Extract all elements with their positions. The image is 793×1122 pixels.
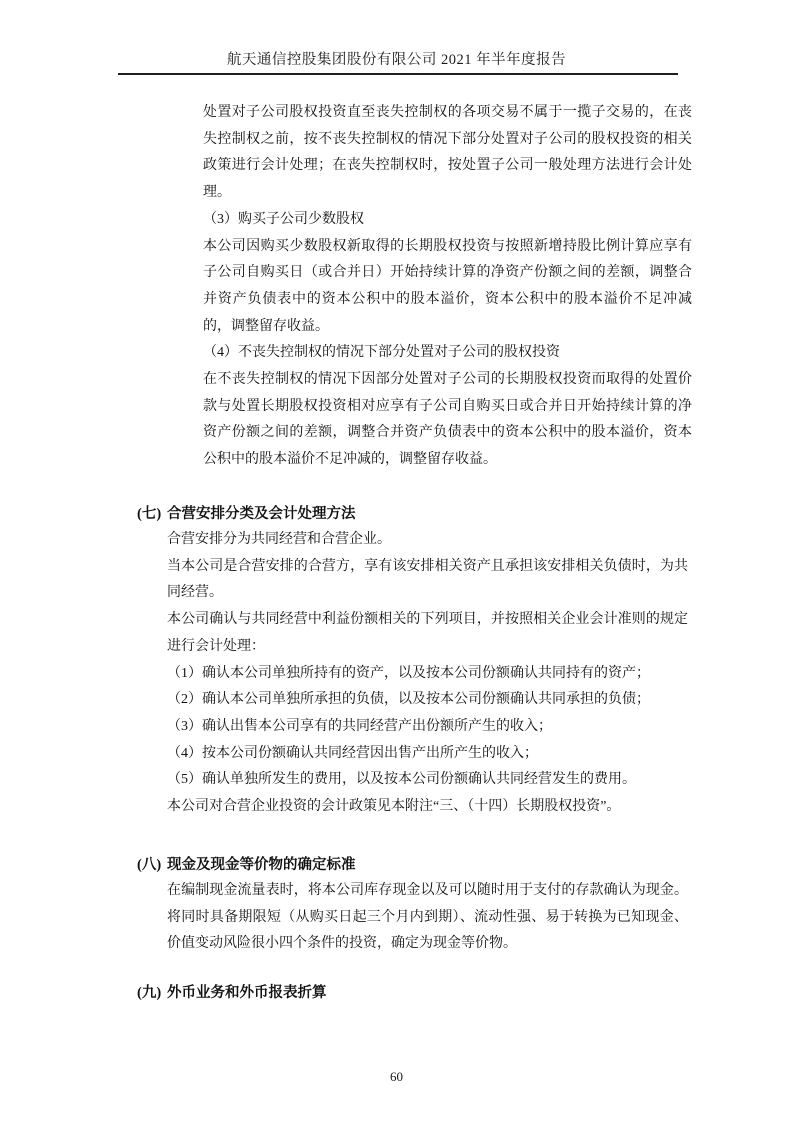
body-paragraph: 合营安排分为共同经营和合营企业。 xyxy=(167,532,391,547)
body-paragraph: 本公司因购买少数股权新取得的长期股权投资与按照新增持股比例计算应享有子公司自购买日（或合并日）开始持续计算的净资产份额之间的差额，调整合并资产负债表中的资本公积中的股本溢价，资本公积中的股本溢价不足冲减的，调整留存收益。 xyxy=(203,238,692,334)
header-divider xyxy=(118,73,678,75)
body-paragraph: 本公司对合营企业投资的会计政策见本附注“三、（十四）长期股权投资”。 xyxy=(167,799,621,815)
section-heading-joint-arrangements xyxy=(0,501,793,528)
section-title: 合营安排分类及会计处理方法 xyxy=(167,506,356,522)
body-paragraph: 在编制现金流量表时，将本公司库存现金以及可以随时用于支付的存款确认为现金。将同时具备期限短（从购买日起三个月内到期）、流动性强、易于转换为已知现金、价值变动风险很小四个条件的投资，确定为现金等价物。 xyxy=(167,883,688,952)
section-label: (九) xyxy=(137,985,162,1001)
list-item: （4）按本公司份额确认共同经营因出售产出所产生的收入； xyxy=(167,745,538,761)
section-label: (八) xyxy=(137,857,162,873)
page-number: 60 xyxy=(390,1069,403,1084)
section-body-joint-arrangements xyxy=(167,527,688,821)
section-label: (七) xyxy=(137,506,162,522)
body-paragraph: 处置对子公司股权投资直至丧失控制权的各项交易不属于一揽子交易的，在丧失控制权之前，按不丧失控制权的情况下部分处置对子公司的股权投资的相关政策进行会计处理；在丧失控制权时，按处置子公司一般处理方法进行会计处理。 xyxy=(203,105,692,201)
page-header-title: 航天通信控股集团股份有限公司 2021 年半年度报告 xyxy=(226,52,567,68)
list-item: （3）确认出售本公司享有的共同经营产出份额所产生的收入； xyxy=(167,718,552,734)
section-title: 现金及现金等价物的确定标准 xyxy=(167,857,356,873)
section-heading-foreign-currency xyxy=(0,980,793,1007)
continuation-block xyxy=(203,100,692,474)
body-paragraph: 本公司确认与共同经营中利益份额相关的下列项目，并按照相关企业会计准则的规定进行会计处理： xyxy=(167,612,688,654)
list-item: （1）确认本公司单独所持有的资产，以及按本公司份额确认共同持有的资产； xyxy=(167,665,650,681)
body-paragraph: 在不丧失控制权的情况下因部分处置对子公司的长期股权投资而取得的处置价款与处置长期股权投资相对应享有子公司自购买日或合并日开始持续计算的净资产份额之间的差额，调整合并资产负债表中的资本公积中的股本溢价，资本公积中的股本溢价不足冲减的，调整留存收益。 xyxy=(203,372,692,468)
subitem-heading: （4）不丧失控制权的情况下部分处置对子公司的股权投资 xyxy=(203,345,560,361)
section-title: 外币业务和外币报表折算 xyxy=(167,985,327,1001)
list-item: （2）确认本公司单独所承担的负债，以及按本公司份额确认共同承担的负债； xyxy=(167,692,650,708)
list-item: （5）确认单独所发生的费用，以及按本公司份额确认共同经营发生的费用。 xyxy=(167,772,636,788)
subitem-heading: （3）购买子公司少数股权 xyxy=(203,211,364,227)
body-paragraph: 当本公司是合营安排的合营方，享有该安排相关资产且承担该安排相关负债时，为共同经营。 xyxy=(167,558,688,601)
section-heading-cash-equivalents xyxy=(0,852,793,879)
section-body-cash-equivalents xyxy=(167,878,688,958)
